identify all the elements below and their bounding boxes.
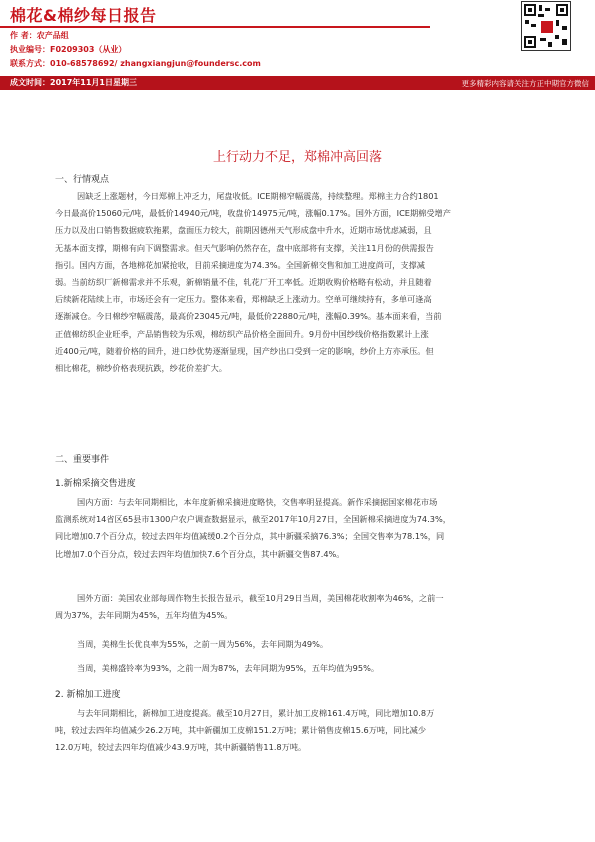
header-band: [0, 76, 595, 90]
paragraph-line: 今日最高价15060元/吨，最低价14940元/吨，收盘价14975元/吨，涨幅0.17%。国外方面，ICE期棉受增产: [55, 208, 451, 219]
processing-paragraph: [55, 705, 543, 757]
paragraph-line: 12.0万吨，较过去四年均值减少43.9万吨，其中新疆销售11.8万吨。: [55, 742, 307, 753]
report-title: 上行动力不足，郑棉冲高回落: [212, 150, 382, 165]
section-heading-market-view: 一、行情观点: [55, 175, 110, 185]
paragraph-line: 监测系统对14省区65县市1300户农户调查数据显示，截至2017年10月27日，全国新棉采摘进度为74.3%，: [55, 514, 451, 525]
paragraph-line: 正值棉纺织企业旺季，产品销售较为乐观，棉纺织产品价格全面回升。9月份中国纱线价格指数累计上涨: [55, 328, 429, 339]
paragraph-line: 因缺乏上涨题材，今日郑棉上冲乏力，尾盘收低。ICE期棉窄幅震荡，持续整理。郑棉主力合约1801: [77, 191, 439, 201]
paragraph-line: 后续新花陆续上市，市场还会有一定压力。整体来看，郑棉缺乏上涨动力。空单可继续持有，多单可逢高: [55, 294, 432, 305]
foreign-harvest-paragraph: [55, 590, 543, 624]
license-row: [10, 43, 126, 57]
paragraph-line: 与去年同期相比，新棉加工进度提高。截至10月27日，累计加工皮棉161.4万吨，同比增加10.8万: [77, 708, 435, 718]
header-rule: [0, 26, 430, 28]
subsection-heading-processing-progress: 2. 新棉加工进度: [55, 690, 121, 700]
paragraph-line: 国外方面：美国农业部每周作物生长报告显示，截至10月29日当周，美国棉花收割率为46%，之前一: [77, 593, 444, 603]
report-series-title: 棉花&棉纱每日报告: [10, 6, 157, 25]
paragraph-line: 比增加7.0个百分点，较过去四年均值加快7.6个百分点，其中新疆交售87.4%。: [55, 548, 345, 559]
license-value: F0209303（从业）: [50, 45, 127, 54]
date-label: 成文时间：: [10, 78, 50, 87]
contact-value: 010-68578692/ zhangxiangjun@foundersc.com: [50, 59, 261, 68]
wechat-promo: 更多精彩内容请关注方正中期官方微信: [461, 79, 589, 88]
report-header: [0, 0, 595, 92]
paragraph-line: 弱。当前纺织厂新棉需求并不乐观，新棉销量不佳，轧花厂开工率低。近期收购价格略有松动，并且随着: [55, 277, 432, 288]
us-crop-condition-paragraph: [55, 636, 543, 653]
paragraph-line: 周为37%，去年同期为45%，五年均值为45%。: [55, 610, 233, 621]
domestic-picking-paragraph: [55, 494, 543, 563]
market-view-paragraph: [55, 188, 543, 377]
subsection-heading-picking-progress: 1.新棉采摘交售进度: [55, 479, 136, 489]
contact-row: [10, 57, 261, 71]
author-value: 农产品组: [36, 31, 69, 40]
paragraph-line: 指引。国内方面，各地棉花加紧抢收，目前采摘进度为74.3%。全国新棉交售和加工进度尚可，支撑减: [55, 259, 425, 270]
paragraph-line: 逐渐减仓。今日棉纱窄幅震荡，最高价23045元/吨，最低价22880元/吨，涨幅0.39%。基本面来看，当前: [55, 311, 442, 322]
paragraph-line: 相比棉花，棉纱价格表现抗跌，纱花价差扩大。: [55, 363, 227, 374]
paragraph-line: 当周，美棉盛铃率为93%，之前一周为87%，去年同期为95%，五年均值为95%。: [77, 663, 380, 673]
brand-logo-icon: [540, 20, 554, 34]
date-row: [10, 76, 137, 90]
author-label: 作 者：: [10, 31, 37, 40]
qr-code-icon: [521, 1, 571, 51]
section-heading-key-events: 二、重要事件: [55, 455, 110, 465]
author-row: [10, 29, 69, 43]
paragraph-line: 同比增加0.7个百分点，较过去四年均值减缓0.2个百分点，其中新疆采摘76.3%；全国交售率为78.1%，同: [55, 531, 445, 542]
paragraph-line: 无基本面支撑，期棉有向下调整需求。但天气影响仍然存在，盘中底部将有支撑，关注11月份的供需报告: [55, 242, 434, 253]
paragraph-line: 近400元/吨，随着价格的回升，进口纱优势逐渐显现，国产纱出口受到一定的影响，纱价上方亦承压。但: [55, 345, 434, 356]
contact-label: 联系方式：: [10, 59, 50, 68]
paragraph-line: 压力以及出口销售数据疲软拖累，盘面压力较大，前期因德州天气形成盘中升水，近期市场忧虑减弱，且: [55, 225, 432, 236]
date-value: 2017年11月1日星期三: [50, 78, 137, 87]
us-boll-opening-paragraph: [55, 660, 543, 677]
paragraph-line: 吨，较过去四年均值减少26.2万吨，其中新疆加工皮棉151.2万吨；累计销售皮棉15.6万吨，同比减少: [55, 725, 427, 736]
paragraph-line: 当周，美棉生长优良率为55%，之前一周为56%，去年同期为49%。: [77, 639, 329, 649]
license-label: 执业编号：: [10, 45, 50, 54]
paragraph-line: 国内方面：与去年同期相比，本年度新棉采摘进度略快，交售率明显提高。新作采摘据国家棉花市场: [77, 497, 438, 507]
